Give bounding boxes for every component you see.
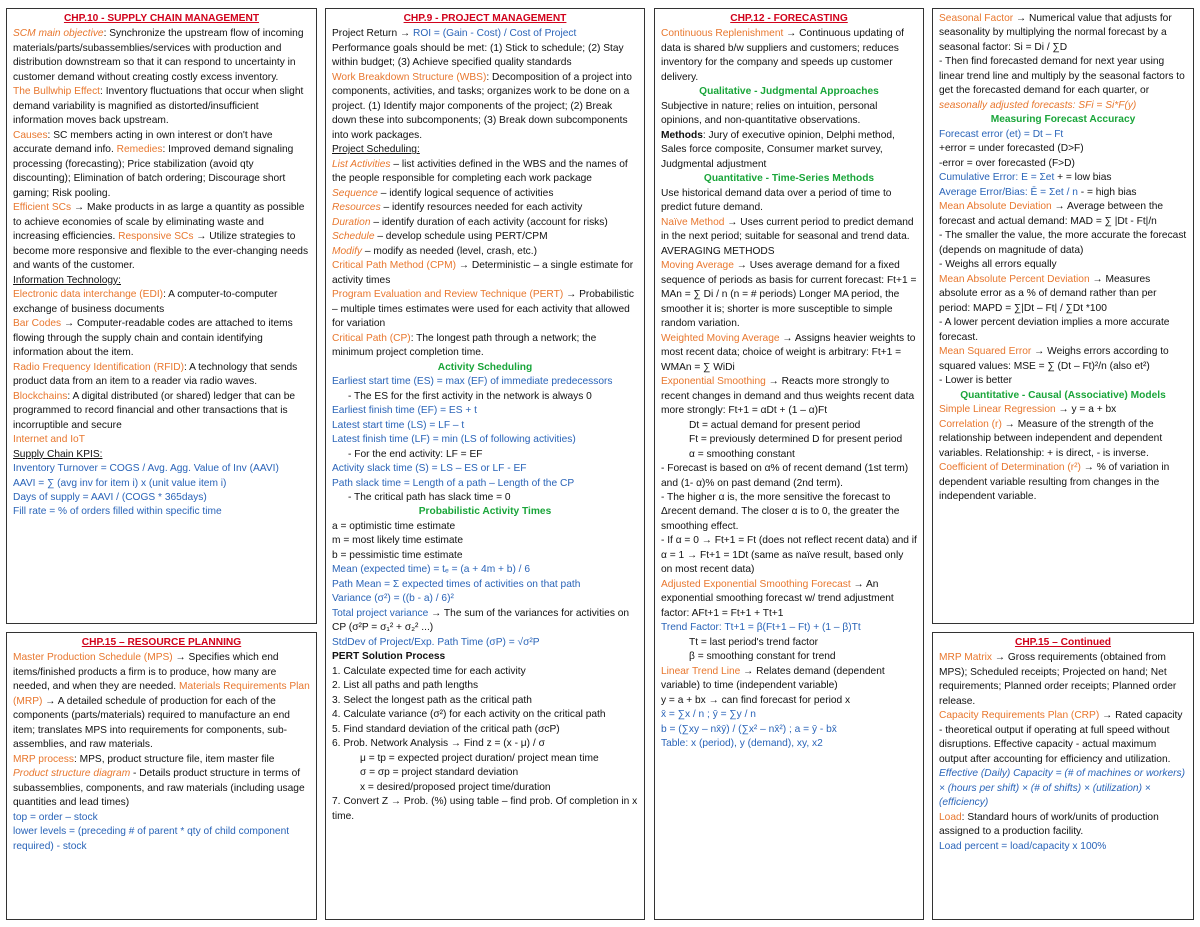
text-line [939,142,1187,156]
time-series-content [661,187,917,752]
line-label: Project Return → [332,28,413,40]
probabilistic-times-title: Probabilistic Activity Times [418,506,552,518]
line-label: Mean Absolute Deviation [939,201,1052,213]
line-label: Variance (σ²) = ((b - a) / 6)² [332,593,454,605]
line-text: : Standard hours of work/units of production assigned to a production facility. [939,811,1159,838]
line-label: StdDev of Project/Exp. Path Time (σP) = √σ²P [332,636,540,648]
line-label: Tt = last period's trend factor [689,636,819,648]
text-line [332,404,638,418]
line-text: → % of variation in dependent variable resulting from changes in the independent variable. [939,462,1170,502]
text-line [332,607,638,636]
text-line [332,752,638,766]
forecasting-continued-section [932,8,1194,624]
line-label: - The smaller the value, the more accurate the forecast (depends on magnitude of data) [939,230,1187,256]
text-line [13,491,310,505]
line-label: - If α = 0 → Ft+1 = Ft (does not reflect recent data) and if α = 1 → Ft+1 = 1Dt (same as naïve result, based only on most recent data) [661,535,917,576]
line-label: m = most likely time estimate [332,535,464,547]
line-label: Table: x (period), y (demand), xy, x2 [661,738,823,750]
line-label: Causes [13,129,48,141]
line-label: Moving Average [661,260,734,272]
scm-title: CHP.10 - SUPPLY CHAIN MANAGEMENT [63,13,260,24]
line-label: - For the end activity: LF = EF [348,448,483,460]
text-line [939,12,1187,55]
text-line [332,694,638,708]
text-line [661,419,917,433]
text-line [939,128,1187,142]
text-line [13,201,310,273]
line-text: : A digital distributed (or shared) ledger that can be programmed to record financial and other transactions that is incorruptible and secure [13,390,296,431]
text-line [13,361,310,390]
text-line [332,708,638,722]
line-text: → Assigns heavier weights to most recent data; choice of weight is arbitrary: Ft+1 = WMAn = ∑ WiDi [661,332,916,373]
line-text: – identify logical sequence of activities [377,187,554,199]
line-text: : Jury of executive opinion, Delphi method, Sales force composite, Consumer market survey, Judgmental adjustment [661,129,895,170]
text-line [939,840,1187,854]
text-line [661,650,917,664]
line-label: 2. List all paths and path lengths [332,680,479,692]
line-text: - Details product structure in terms of subassemblies, components, and raw materials (including usage quantities and lead times) [13,768,305,809]
line-label: Methods [661,129,703,141]
line-text: → Measures absolute error as a % of demand rather than per period: MAPD = ∑|Dt – Ft| / ∑Dt *100 [939,273,1157,314]
line-text: – identify duration of each activity (account for risks) [370,216,608,228]
line-text: ROI = (Gain - Cost) / Cost of Project [412,28,577,40]
text-line [661,433,917,447]
text-line [13,462,310,476]
line-label: Seasonal Factor [939,13,1014,24]
text-line [332,795,638,824]
line-label: Load percent = load/capacity x 100% [939,840,1107,852]
line-label: top = order – stock [13,811,98,823]
line-label: Effective (Daily) Capacity = (# of machines or workers) × (hours per shift) × (# of shifts) × (utilization) × (efficiency) [939,768,1185,809]
line-label: Schedule [332,231,375,243]
pm-title: CHP.9 - PROJECT MANAGEMENT [403,13,567,24]
line-label: Product structure diagram [13,768,131,780]
line-label: 3. Select the longest path as the critical path [332,694,532,706]
probabilistic-times-content [332,520,638,650]
text-line [13,651,310,752]
line-label: Resources [332,202,381,214]
fc-title: CHP.12 - FORECASTING [730,13,848,24]
line-label: Trend Factor: Tt+1 = β(Ft+1 – Ft) + (1 – β)Tt [661,622,861,634]
text-line [332,390,638,404]
line-text: → Make products in as large a quantity as possible to achieve economies of scale by eliminating waste and increasing efficiencies. [13,202,305,243]
text-line [332,245,638,259]
line-text: : Decomposition of a project into components, activities, and tasks; organizes work to be done on a project. (1) Identify major components of the project; (2) Break down these into subcomponents; (3) Break down subcomponents into work packages. [332,71,632,141]
line-text: → Probabilistic – multiple times estimates were used for each activity that allowed for variation [332,289,635,330]
text-line [332,491,638,505]
text-line [939,374,1187,388]
line-label: Weighted Moving Average [661,332,780,344]
text-line [661,708,917,722]
line-text: : SC members acting in own interest or don't have accurate demand info. [13,129,273,156]
line-label: Fill rate = % of orders filled within specific time [13,506,222,518]
line-label: Radio Frequency Identification (RFID) [13,361,184,373]
line-label: Master Production Schedule (MPS) [13,652,173,664]
line-label: Program Evaluation and Review Technique (PERT) [332,289,564,301]
text-line [939,403,1187,417]
line-label: Earliest finish time (EF) = ES + t [332,405,477,417]
text-line [939,200,1187,229]
line-text: : A computer-to-computer exchange of business documents [13,289,278,315]
text-line [13,390,310,433]
line-label: AVERAGING METHODS [661,245,775,257]
line-label: b = (∑xy – nx̄ȳ) / (∑x² – nx̄²) ; a = ȳ - bx̄ [661,723,837,735]
line-label: Capacity Requirements Plan (CRP) [939,710,1100,722]
line-label: Information Technology: [13,274,121,286]
line-text-2: → Utilize strategies to become more responsive and flexible to the ever-changing needs and wants of the customer. [13,231,309,272]
line-label: Activity slack time (S) = LS – ES or LF - EF [332,463,527,475]
text-line [661,259,917,331]
line-label-2: Responsive SCs [118,231,194,243]
text-line [939,55,1187,113]
text-line [661,737,917,751]
text-line [332,578,638,592]
line-text-2: : Improved demand signaling processing (forecasting); Price stabilization (avoid qty discounting); Elimination of batch ordering; Discourage short gaming; Risk pooling. [13,144,294,199]
line-label: x̄ = ∑x / n ; ȳ = ∑y / n [661,709,756,721]
text-line [661,216,917,245]
line-label: Critical Path (CP) [332,332,411,344]
line-label: Use historical demand data over a period of time to predict future demand. [661,187,892,214]
text-line [332,723,638,737]
line-label: Project Scheduling: [332,144,420,156]
text-line [939,229,1187,258]
qualitative-content [661,100,917,172]
line-label: Internet and IoT [13,434,85,446]
line-label: Latest finish time (LF) = min (LS of following activities) [332,434,576,446]
line-label: σ = σp = project standard deviation [360,767,519,779]
line-text: → Average between the forecast and actual demand: MAD = ∑ |Dt - Ft|/n [939,201,1164,227]
text-line [939,709,1187,767]
text-line [13,825,310,854]
line-text: - = high bias [1077,186,1137,198]
line-label: Average Error/Bias: Ē = Σet / n [939,186,1078,198]
line-text: : A technology that sends product data from an item to a reader via radio waves. [13,361,298,388]
text-line [332,332,638,361]
text-line [332,201,638,215]
text-line [939,273,1187,316]
line-text: seasonally adjusted forecasts: SFi = Si*F(y) [939,99,1137,111]
text-line [13,505,310,519]
line-label: Total project variance [332,607,429,619]
text-line [939,418,1187,461]
text-line [332,534,638,548]
line-text: → Reacts more strongly to recent changes in demand and thus weights recent data more strongly: Ft+1 = αDt + (1 – α)Ft [661,376,915,417]
line-label: Naïve Method [661,216,725,228]
line-text: → The sum of the variances for activities on CP (σ²P = σ₁² + σ₂² ...) [332,607,630,634]
pm-content [332,27,638,360]
text-line [332,549,638,563]
line-text: → Specifies which end items/finished products a firm is to produce, how many are needed, and when they are needed. [13,652,279,693]
text-line [939,186,1187,200]
text-line [332,230,638,244]
line-label: Electronic data interchange (EDI) [13,289,164,301]
text-line [939,171,1187,185]
line-label: b = pessimistic time estimate [332,549,463,561]
line-label: Load [939,811,962,823]
line-label: List Activities [332,158,391,170]
text-line [13,477,310,491]
seasonal-content [939,12,1187,113]
line-label: The Bullwhip Effect [13,86,101,98]
scm-content [13,27,310,519]
pert-content [332,665,638,824]
line-label: a = optimistic time estimate [332,520,456,532]
text-line [13,288,310,317]
qualitative-title: Qualitative - Judgmental Approaches [699,86,879,98]
line-text: → Gross requirements (obtained from MPS); Scheduled receipts; Projected on hand; Net requirements; Planned order receipts; Planned order release. [939,652,1177,707]
line-label: - A lower percent deviation implies a more accurate forecast. [939,317,1170,343]
accuracy-content [939,128,1187,389]
line-label: - Forecast is based on α% of recent demand (1st term) and (1- α)% on past demand (2nd term). [661,463,909,489]
line-label: - Weighs all errors equally [939,259,1057,271]
text-line [332,462,638,476]
line-label: 5. Find standard deviation of the critical path (σcP) [332,723,560,735]
line-text: → y = a + bx [1055,404,1117,416]
text-line [13,85,310,128]
text-line [939,157,1187,171]
line-text: → Measure of the strength of the relationship between independent and dependent variables. Relationship: + is direct, - is inverse. [939,418,1163,459]
line-label: - The critical path has slack time = 0 [348,491,511,503]
text-line [661,129,917,172]
resource-planning-continued-section [932,632,1194,920]
line-label: Linear Trend Line [661,665,741,677]
text-line [661,245,917,259]
line-label: Mean Absolute Percent Deviation [939,273,1090,285]
line-text: → Rated capacity - theoretical output if operating at full speed without disruptions. Effective capacity - actual maximum output after accounting for efficiency and utilization. [939,710,1183,765]
text-line [13,753,310,767]
line-label: α = smoothing constant [689,448,795,460]
text-line [332,158,638,187]
line-label: x = desired/proposed project time/duration [360,781,551,793]
line-text: → Computer-readable codes are attached to items flowing through the supply chain and contain identifying information about the item. [13,318,293,359]
line-label: - Lower is better [939,375,1013,387]
text-line [13,27,310,85]
line-label: Sequence [332,187,378,199]
line-label: 1. Calculate expected time for each activity [332,665,526,677]
text-line [661,636,917,650]
text-line [13,317,310,360]
line-label: Efficient SCs [13,202,72,214]
text-line [939,767,1187,810]
text-line [13,811,310,825]
text-line [661,665,917,694]
line-text: + = low bias [1054,172,1112,184]
line-label: Latest start time (LS) = LF – t [332,419,465,431]
forecasting-section [654,8,924,920]
line-label: Work Breakdown Structure (WBS) [332,71,487,83]
text-line [661,375,917,418]
text-line [939,345,1187,374]
line-label: 4. Calculate variance (σ²) for each activity on the critical path [332,709,606,721]
text-line [332,679,638,693]
text-line [332,433,638,447]
line-label: y = a + bx → can find forecast for period x [661,694,851,706]
time-series-title: Quantitative - Time-Series Methods [703,173,875,185]
line-text: – develop schedule using PERT/CPM [374,231,548,243]
line-label: Path slack time = Length of a path – Length of the CP [332,477,575,489]
project-management-section [325,8,645,920]
line-text: : The longest path through a network; the minimum project completion time. [332,332,597,359]
activity-scheduling-content [332,375,638,505]
resource-planning-section [6,632,317,920]
text-line [939,651,1187,709]
text-line [332,27,638,41]
line-label: Forecast error (et) = Dt – Ft [939,128,1064,140]
text-line [939,461,1187,504]
line-text: : Synchronize the upstream flow of incoming materials/parts/subassemblies/services with production and distribution downstream so that it can respond to uncertainty in customer demand without creating costly excess inventory. [13,28,304,83]
text-line [332,71,638,143]
line-label: - Then find forecasted demand for next year using linear trend line and multiply by the seasonal factors to get the forecasted demand for each quarter, or [939,56,1185,97]
text-line [661,462,917,491]
line-text: → Relates demand (dependent variable) to time (independent variable) [661,665,885,692]
text-line [661,448,917,462]
line-label: +error = under forecasted (D>F) [939,143,1084,155]
line-label: MRP Matrix [939,652,993,664]
text-line [332,665,638,679]
line-label: Subjective in nature; relies on intuition, personal opinions, and non-quantitative observations. [661,100,878,127]
line-label: Bar Codes [13,318,62,330]
text-line [332,42,638,71]
text-line [332,216,638,230]
line-label: Adjusted Exponential Smoothing Forecast [661,578,851,590]
text-line [332,419,638,433]
accuracy-title: Measuring Forecast Accuracy [990,114,1136,126]
line-label: Supply Chain KPIS: [13,448,103,460]
activity-scheduling-title: Activity Scheduling [437,361,533,373]
line-label: 7. Convert Z → Prob. (%) using table – find prob. Of completion in x time. [332,796,638,822]
text-line [661,27,917,85]
text-line [661,621,917,635]
line-text: → Weighs errors according to squared values: MSE = ∑ (Dt – Ft)²/n (also et²) [939,346,1169,372]
line-label: Path Mean = Σ expected times of activities on that path [332,578,581,590]
line-text: → Continuous updating of data is shared b/w suppliers and customers; reduces inventory for the company and speeds up customer delivery. [661,28,904,83]
line-label: Duration [332,216,371,228]
line-label: Exponential Smoothing [661,376,766,388]
line-text: → Uses current period to predict demand in the next period; suitable for seasonal and trend data. [661,216,914,243]
line-label: Dt = actual demand for present period [689,419,861,431]
text-line [332,288,638,331]
text-line [13,448,310,462]
line-label: lower levels = (preceding # of parent * qty of child component required) - stock [13,826,290,852]
line-label: Blockchains [13,390,68,402]
line-text: → Deterministic – a single estimate for activity times [332,260,634,286]
fc-intro [661,27,917,85]
scm-section [6,8,317,624]
line-label: μ = tp = expected project duration/ project mean time [360,752,599,764]
line-label: Continuous Replenishment [661,28,784,40]
line-label: Mean Squared Error [939,346,1032,358]
line-label: Coefficient of Determination (r²) [939,462,1081,474]
line-label: Cumulative Error: E = Σet [939,172,1055,184]
text-line [939,811,1187,840]
text-line [332,259,638,288]
line-label-2: Materials Requirements Plan (MRP) [13,681,310,707]
text-line [661,723,917,737]
text-line [332,448,638,462]
text-line [332,187,638,201]
text-line [332,781,638,795]
line-label: Performance goals should be met: (1) Stick to schedule; (2) Stay within budget; (3) Achieve specified quality standards [332,42,624,69]
line-label: -error = over forecasted (F>D) [939,157,1075,169]
line-label: Mean (expected time) = tₑ = (a + 4m + b) / 6 [332,564,531,576]
text-line [13,129,310,201]
text-line [13,274,310,288]
text-line [332,636,638,650]
line-label: Inventory Turnover = COGS / Avg. Agg. Value of Inv (AAVI) [13,463,279,475]
text-line [939,258,1187,272]
text-line [661,491,917,534]
text-line [332,766,638,780]
line-label-2: Remedies [116,144,163,156]
text-line [332,592,638,606]
line-label: Critical Path Method (CPM) [332,260,456,272]
pert-title: PERT Solution Process [332,651,446,663]
line-label: AAVI = ∑ (avg inv for item i) x (unit value item i) [13,477,227,489]
text-line [661,100,917,129]
line-label: Earliest start time (ES) = max (EF) of immediate predecessors [332,376,613,388]
line-label: 6. Prob. Network Analysis → Find z = (x - μ) / σ [332,738,545,750]
rp2-content [939,651,1187,854]
line-text: → Uses average demand for a fixed sequence of periods as basis for current forecast: Ft+1 = MAn = ∑ Di / n (n = # periods) Longer MA period, the smoother it is; shorter is more susceptible to simple random variation. [661,260,917,330]
text-line [332,477,638,491]
text-line [13,767,310,810]
causal-content [939,403,1187,504]
text-line [661,578,917,621]
line-text-2: → A detailed schedule of production for each of the components (parts/materials) required to manufacture an end item; translates MPS into requirements for components, sub-assemblies, and raw materials. [13,695,290,751]
rp-title: CHP.15 – RESOURCE PLANNING [81,637,242,648]
line-text: : MPS, product structure file, item master file [73,753,275,765]
text-line [661,694,917,708]
line-text: – modify as needed (level, crash, etc.) [362,245,537,257]
line-label: β = smoothing constant for trend [689,651,836,663]
line-text: – list activities defined in the WBS and the names of the people responsible for completing each work package [332,158,628,185]
line-label: Simple Linear Regression [939,404,1056,416]
text-line [661,187,917,216]
causal-title: Quantitative - Causal (Associative) Models [960,389,1166,401]
line-label: Correlation (r) [939,418,1002,430]
line-label: - The higher α is, the more sensitive the forecast to Δrecent demand. The closer α is to 0, the greater the smoothing effect. [661,491,900,532]
text-line [332,737,638,751]
rp2-title: CHP.15 – Continued [1014,637,1112,648]
line-text: → Numerical value that adjusts for seasonality by multiplying the normal forecast by a seasonal factor: Si = Di / ∑D [939,13,1172,53]
text-line [13,433,310,447]
rp-content [13,651,310,854]
line-label: Modify [332,245,363,257]
line-text: – identify resources needed for each activity [380,202,583,214]
line-label: SCM main objective [13,28,104,40]
text-line [332,563,638,577]
line-label: Days of supply = AAVI / (COGS * 365days) [13,491,207,503]
text-line [661,332,917,375]
line-label: Ft = previously determined D for present period [689,434,903,446]
line-label: - The ES for the first activity in the network is always 0 [348,390,592,402]
text-line [332,143,638,157]
text-line [661,534,917,577]
text-line [332,375,638,389]
text-line [939,316,1187,345]
line-text: → An exponential smoothing forecast w/ trend adjustment factor: AFt+1 = Ft+1 + Tt+1 [661,578,894,619]
line-text: : Inventory fluctuations that occur when slight demand variability is magnified as distorted/insufficient information moves back upstream. [13,86,304,127]
line-label: MRP process [13,753,74,765]
text-line [332,520,638,534]
